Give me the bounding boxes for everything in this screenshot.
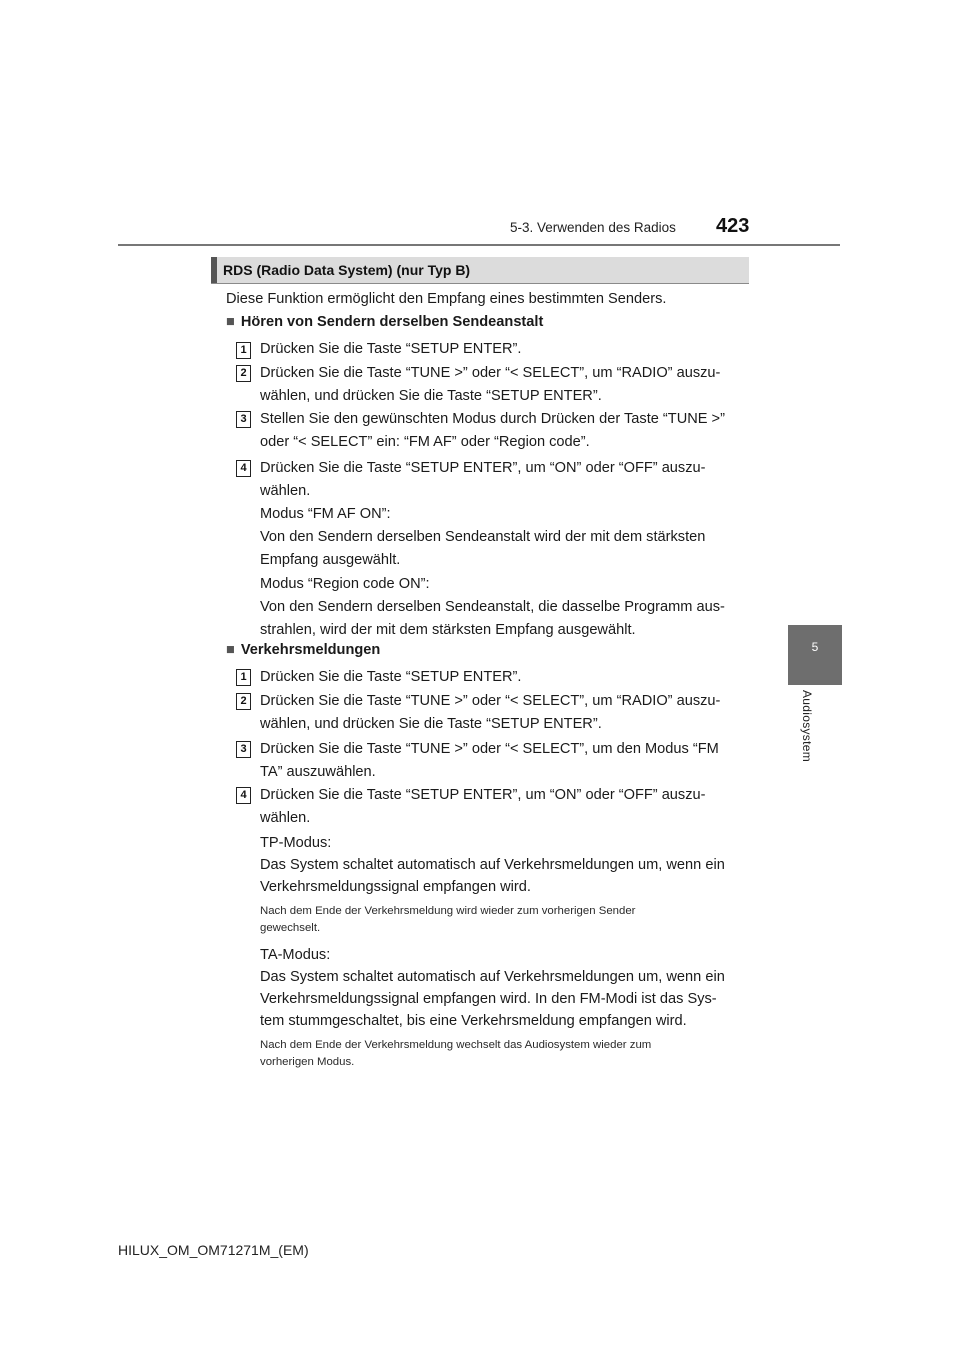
tp-mode-label: TP-Modus: (260, 835, 332, 851)
section-heading: RDS (Radio Data System) (nur Typ B) (223, 262, 471, 278)
tp-mode-footnote: Nach dem Ende der Verkehrsmeldung wird wieder zum vorherigen Sender (260, 905, 636, 917)
step-text-line: Drücken Sie die Taste “TUNE >” oder “< SELECT”, um den Modus “FM (260, 741, 719, 757)
note-label: Modus “Region code ON”: (260, 576, 430, 592)
tp-mode-line: Das System schaltet automatisch auf Verkehrsmeldungen um, wenn ein (260, 857, 725, 873)
ta-mode-label: TA-Modus: (260, 947, 331, 963)
square-bullet-icon: ■ (226, 642, 235, 658)
note-label: Modus “FM AF ON”: (260, 506, 391, 522)
step-text-line: wählen. (260, 483, 311, 499)
group2-heading (226, 642, 380, 658)
header-section-title: 5-3. Verwenden des Radios (510, 220, 676, 235)
note-line: Von den Sendern derselben Sendeanstalt, die dasselbe Programm aus- (260, 599, 725, 615)
tp-mode-line: Verkehrsmeldungssignal empfangen wird. (260, 879, 531, 895)
header-divider (118, 244, 840, 246)
step-badge: 1 (236, 669, 251, 686)
step-text-line: Drücken Sie die Taste “TUNE >” oder “< SELECT”, um “RADIO” auszu- (260, 693, 721, 709)
ta-mode-line: tem stummgeschaltet, bis eine Verkehrsmeldung empfangen wird. (260, 1013, 687, 1029)
ta-mode-footnote: Nach dem Ende der Verkehrsmeldung wechselt das Audiosystem wieder zum (260, 1039, 652, 1051)
step-text: Drücken Sie die Taste “SETUP ENTER”. (260, 669, 522, 685)
group1-title: Hören von Sendern derselben Sendeanstalt (240, 314, 544, 330)
intro-text: Diese Funktion ermöglicht den Empfang eines bestimmten Senders. (226, 291, 667, 307)
step-badge: 2 (236, 365, 251, 382)
page-number: 423 (716, 215, 750, 237)
step-badge: 2 (236, 693, 251, 710)
ta-mode-line: Das System schaltet automatisch auf Verkehrsmeldungen um, wenn ein (260, 969, 725, 985)
step-badge: 3 (236, 741, 251, 758)
step-badge: 1 (236, 342, 251, 359)
step-badge: 4 (236, 787, 251, 804)
step-text-line: Drücken Sie die Taste “SETUP ENTER”, um “ON” oder “OFF” auszu- (260, 460, 706, 476)
tp-mode-footnote: gewechselt. (260, 922, 321, 934)
step-text-line: wählen, und drücken Sie die Taste “SETUP ENTER”. (260, 388, 602, 404)
step-text-line: oder “< SELECT” ein: “FM AF” oder “Region code”. (260, 434, 590, 450)
step-text-line: Drücken Sie die Taste “SETUP ENTER”, um “ON” oder “OFF” auszu- (260, 787, 706, 803)
note-line: Von den Sendern derselben Sendeanstalt wird der mit dem stärksten (260, 529, 706, 545)
step-text-line: Stellen Sie den gewünschten Modus durch Drücken der Taste “TUNE >” (260, 411, 725, 427)
ta-mode-footnote: vorherigen Modus. (260, 1056, 355, 1068)
step-text: Drücken Sie die Taste “SETUP ENTER”. (260, 341, 522, 357)
chapter-tab (788, 625, 842, 685)
note-line: Empfang ausgewählt. (260, 552, 401, 568)
section-heading-accent (211, 257, 217, 283)
step-text-line: TA” auszuwählen. (260, 764, 376, 780)
chapter-label: Audiosystem (800, 690, 814, 762)
square-bullet-icon: ■ (226, 314, 235, 330)
step-badge: 3 (236, 411, 251, 428)
document-id: HILUX_OM_OM71271M_(EM) (118, 1242, 309, 1258)
group2-title: Verkehrsmeldungen (240, 642, 381, 658)
chapter-tab-number: 5 (811, 640, 819, 654)
note-line: strahlen, wird der mit dem stärksten Empfang ausgewählt. (260, 622, 636, 638)
step-text-line: wählen. (260, 810, 311, 826)
step-text-line: Drücken Sie die Taste “TUNE >” oder “< SELECT”, um “RADIO” auszu- (260, 365, 721, 381)
ta-mode-line: Verkehrsmeldungssignal empfangen wird. In den FM-Modi ist das Sys- (260, 991, 717, 1007)
step-badge: 4 (236, 460, 251, 477)
group1-heading (226, 314, 543, 330)
step-text-line: wählen, und drücken Sie die Taste “SETUP ENTER”. (260, 716, 602, 732)
